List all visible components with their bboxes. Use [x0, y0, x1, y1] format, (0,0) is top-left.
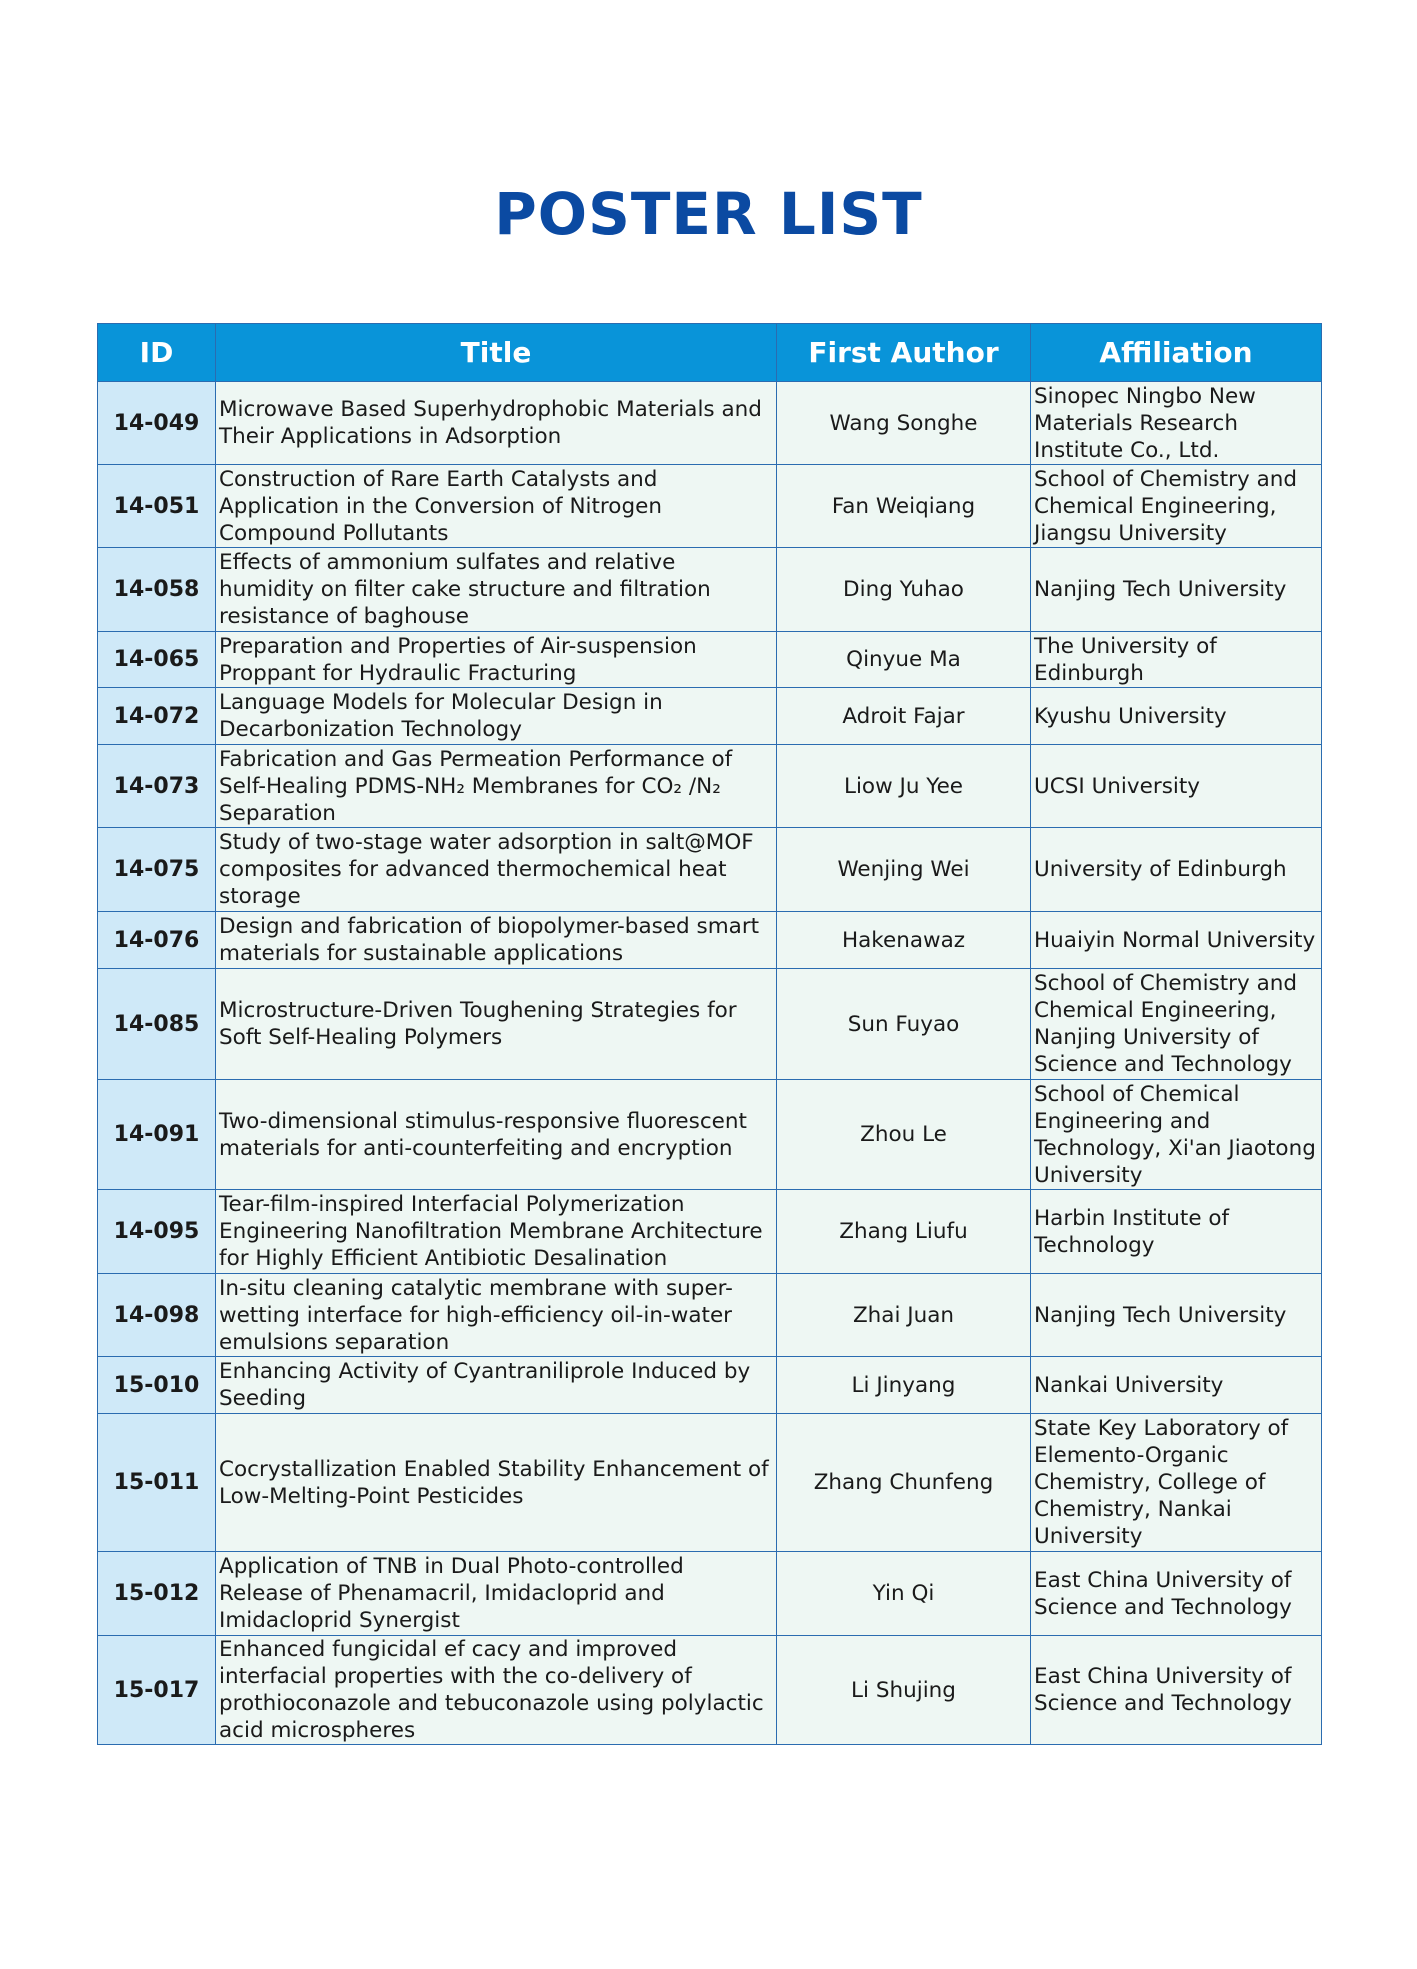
- table-header-row: [98, 324, 1322, 382]
- poster-title: Design and fabrication of biopolymer-based smart materials for sustainable applications: [216, 912, 777, 969]
- poster-id: 15-017: [98, 1636, 216, 1745]
- poster-id: 15-011: [98, 1414, 216, 1552]
- first-author: Li Shujing: [777, 1636, 1031, 1745]
- affiliation: East China University of Science and Technology: [1031, 1552, 1322, 1636]
- poster-id: 14-073: [98, 745, 216, 828]
- affiliation: Harbin Institute of Technology: [1031, 1190, 1322, 1274]
- poster-id: 14-058: [98, 548, 216, 632]
- poster-title: In-situ cleaning catalytic membrane with super-wetting interface for high-efficiency oil-in-water emulsions separation: [216, 1274, 777, 1357]
- affiliation: Nanjing Tech University: [1031, 548, 1322, 632]
- affiliation: Kyushu University: [1031, 688, 1322, 745]
- table-row: [98, 1414, 1322, 1552]
- table-row: [98, 828, 1322, 912]
- affiliation: UCSI University: [1031, 745, 1322, 828]
- table-row: [98, 1190, 1322, 1274]
- poster-id: 14-065: [98, 632, 216, 688]
- affiliation: Sinopec Ningbo New Materials Research Institute Co., Ltd.: [1031, 382, 1322, 465]
- table-row: [98, 1357, 1322, 1414]
- table-row: [98, 1552, 1322, 1636]
- header-affiliation: Affiliation: [1031, 324, 1322, 382]
- table-row: [98, 1274, 1322, 1357]
- affiliation: School of Chemistry and Chemical Engineering, Jiangsu University: [1031, 465, 1322, 548]
- poster-title: Fabrication and Gas Permeation Performance of Self-Healing PDMS-NH₂ Membranes for CO₂ /N₂ Separation: [216, 745, 777, 828]
- table-row: [98, 465, 1322, 548]
- table-row: [98, 745, 1322, 828]
- header-title: Title: [216, 324, 777, 382]
- first-author: Qinyue Ma: [777, 632, 1031, 688]
- poster-title: Language Models for Molecular Design in Decarbonization Technology: [216, 688, 777, 745]
- poster-id: 14-085: [98, 969, 216, 1080]
- poster-title: Cocrystallization Enabled Stability Enhancement of Low-Melting-Point Pesticides: [216, 1414, 777, 1552]
- poster-table: [97, 323, 1322, 1745]
- affiliation: State Key Laboratory of Elemento-Organic Chemistry, College of Chemistry, Nankai University: [1031, 1414, 1322, 1552]
- poster-title: Effects of ammonium sulfates and relative humidity on filter cake structure and filtration resistance of baghouse: [216, 548, 777, 632]
- poster-title: Microwave Based Superhydrophobic Materials and Their Applications in Adsorption: [216, 382, 777, 465]
- table-row: [98, 548, 1322, 632]
- poster-title: Microstructure-Driven Toughening Strategies for Soft Self-Healing Polymers: [216, 969, 777, 1080]
- affiliation: East China University of Science and Technology: [1031, 1636, 1322, 1745]
- affiliation: Nanjing Tech University: [1031, 1274, 1322, 1357]
- page-title: POSTER LIST: [494, 180, 923, 248]
- table-row: [98, 632, 1322, 688]
- first-author: Wang Songhe: [777, 382, 1031, 465]
- first-author: Zhang Chunfeng: [777, 1414, 1031, 1552]
- first-author: Li Jinyang: [777, 1357, 1031, 1414]
- affiliation: School of Chemistry and Chemical Engineering, Nanjing University of Science and Technology: [1031, 969, 1322, 1080]
- first-author: Zhang Liufu: [777, 1190, 1031, 1274]
- first-author: Yin Qi: [777, 1552, 1031, 1636]
- first-author: Hakenawaz: [777, 912, 1031, 969]
- poster-id: 14-095: [98, 1190, 216, 1274]
- poster-id: 14-076: [98, 912, 216, 969]
- table-row: [98, 382, 1322, 465]
- first-author: Fan Weiqiang: [777, 465, 1031, 548]
- first-author: Zhai Juan: [777, 1274, 1031, 1357]
- poster-id: 15-012: [98, 1552, 216, 1636]
- poster-title: Application of TNB in Dual Photo-controlled Release of Phenamacril, Imidacloprid and Imidacloprid Synergist: [216, 1552, 777, 1636]
- poster-id: 15-010: [98, 1357, 216, 1414]
- poster-id: 14-098: [98, 1274, 216, 1357]
- poster-id: 14-051: [98, 465, 216, 548]
- poster-title: Study of two-stage water adsorption in salt@MOF composites for advanced thermochemical heat storage: [216, 828, 777, 912]
- poster-title: Preparation and Properties of Air-suspension Proppant for Hydraulic Fracturing: [216, 632, 777, 688]
- poster-title: Construction of Rare Earth Catalysts and Application in the Conversion of Nitrogen Compound Pollutants: [216, 465, 777, 548]
- header-first-author: First Author: [777, 324, 1031, 382]
- affiliation: The University of Edinburgh: [1031, 632, 1322, 688]
- poster-id: 14-049: [98, 382, 216, 465]
- table-row: [98, 912, 1322, 969]
- affiliation: University of Edinburgh: [1031, 828, 1322, 912]
- table-row: [98, 969, 1322, 1080]
- poster-id: 14-072: [98, 688, 216, 745]
- affiliation: Huaiyin Normal University: [1031, 912, 1322, 969]
- affiliation: Nankai University: [1031, 1357, 1322, 1414]
- affiliation: School of Chemical Engineering and Technology, Xi'an Jiaotong University: [1031, 1080, 1322, 1190]
- table-row: [98, 1080, 1322, 1190]
- table-row: [98, 688, 1322, 745]
- poster-title: Two-dimensional stimulus-responsive fluorescent materials for anti-counterfeiting and encryption: [216, 1080, 777, 1190]
- first-author: Zhou Le: [777, 1080, 1031, 1190]
- first-author: Ding Yuhao: [777, 548, 1031, 632]
- table-row: [98, 1636, 1322, 1745]
- first-author: Sun Fuyao: [777, 969, 1031, 1080]
- poster-title: Tear-film-inspired Interfacial Polymerization Engineering Nanofiltration Membrane Architecture for Highly Efficient Antibiotic Desalination: [216, 1190, 777, 1274]
- first-author: Wenjing Wei: [777, 828, 1031, 912]
- poster-title: Enhanced fungicidal ef cacy and improved interfacial properties with the co-delivery of prothioconazole and tebuconazole using polylactic acid microspheres: [216, 1636, 777, 1745]
- first-author: Liow Ju Yee: [777, 745, 1031, 828]
- first-author: Adroit Fajar: [777, 688, 1031, 745]
- poster-id: 14-091: [98, 1080, 216, 1190]
- header-id: ID: [98, 324, 216, 382]
- poster-id: 14-075: [98, 828, 216, 912]
- poster-title: Enhancing Activity of Cyantraniliprole Induced by Seeding: [216, 1357, 777, 1414]
